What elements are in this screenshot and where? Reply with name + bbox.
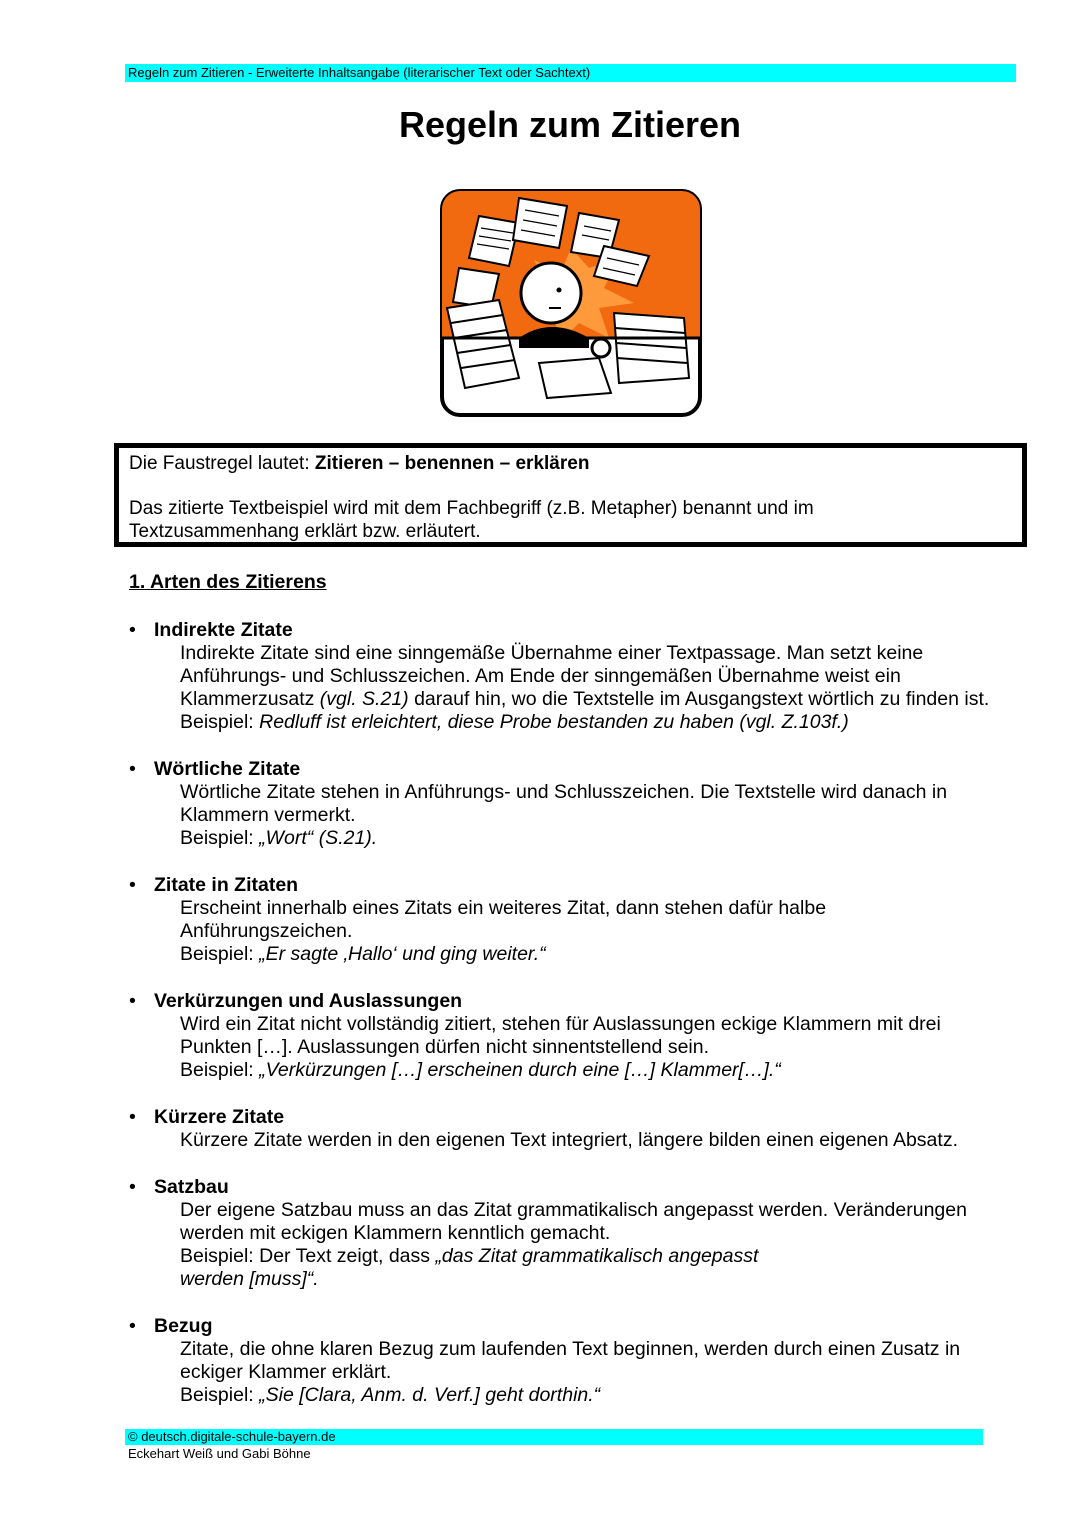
item-text: Anführungszeichen. xyxy=(180,920,353,942)
list-item xyxy=(129,1176,1029,1291)
item-text: Klammern vermerkt. xyxy=(180,804,356,826)
item-example: Beispiel: „Sie [Clara, Anm. d. Verf.] geht dorthin.“ xyxy=(180,1384,601,1406)
rule-prefix: Die Faustregel lautet: xyxy=(129,453,315,474)
item-text: Punkten […]. Auslassungen dürfen nicht sinnentstellend sein. xyxy=(180,1036,710,1058)
bullet-icon: • xyxy=(129,1106,136,1128)
footer-bar xyxy=(125,1429,983,1445)
item-title: Bezug xyxy=(154,1315,213,1337)
desk-paper xyxy=(539,358,611,398)
list-item xyxy=(129,1315,1029,1407)
item-body xyxy=(180,781,1029,850)
item-body xyxy=(180,1013,1029,1082)
bullet-icon: • xyxy=(129,874,136,896)
item-text: Klammerzusatz (vgl. S.21) darauf hin, wo die Textstelle im Ausgangstext wörtlich zu finden ist. xyxy=(180,688,990,710)
bullet-icon: • xyxy=(129,619,136,641)
bullet-icon: • xyxy=(129,758,136,780)
rule-line xyxy=(129,452,1012,475)
list-item xyxy=(129,758,1029,850)
item-text: eckiger Klammer erklärt. xyxy=(180,1361,392,1383)
item-title: Zitate in Zitaten xyxy=(154,874,299,896)
item-text: Wörtliche Zitate stehen in Anführungs- und Schlusszeichen. Die Textstelle wird danach in xyxy=(180,781,948,803)
item-text: Der eigene Satzbau muss an das Zitat grammatikalisch angepasst werden. Veränderungen xyxy=(180,1199,967,1221)
item-example: werden [muss]“. xyxy=(180,1268,319,1290)
header-bar xyxy=(125,64,1016,82)
rule-explanation-2: Textzusammenhang erklärt bzw. erläutert. xyxy=(129,521,481,542)
rule-box xyxy=(114,443,1027,547)
item-text: Zitate, die ohne klaren Bezug zum laufenden Text beginnen, werden durch einen Zusatz in xyxy=(180,1338,961,1360)
footer-authors: Eckehart Weiß und Gabi Böhne xyxy=(128,1446,311,1461)
bullet-icon: • xyxy=(129,1176,136,1198)
item-text: Kürzere Zitate werden in den eigenen Text integriert, längere bilden einen eigenen Absatz. xyxy=(180,1129,958,1151)
item-title: Wörtliche Zitate xyxy=(154,758,301,780)
item-example: Beispiel: Redluff ist erleichtert, diese Probe bestanden zu haben (vgl. Z.103f.) xyxy=(180,711,849,733)
item-body xyxy=(180,1129,1029,1152)
item-text: Wird ein Zitat nicht vollständig zitiert, stehen für Auslassungen eckige Klammern mit drei xyxy=(180,1013,941,1035)
item-text: Anführungs- und Schlusszeichen. Am Ende der sinngemäßen Übernahme weist ein xyxy=(180,665,901,687)
item-body xyxy=(180,1338,1029,1407)
item-text: Indirekte Zitate sind eine sinngemäße Übernahme einer Textpassage. Man setzt keine xyxy=(180,642,924,664)
header-text: Regeln zum Zitieren - Erweiterte Inhaltsangabe (literarischer Text oder Sachtext) xyxy=(128,65,591,80)
person-head xyxy=(521,263,581,323)
item-example: Beispiel: „Verkürzungen […] erscheinen durch eine […] Klammer[…].“ xyxy=(180,1059,781,1081)
item-body xyxy=(180,642,1029,734)
item-example: Beispiel: „Er sagte ‚Hallo‘ und ging weiter.“ xyxy=(180,943,546,965)
list-item xyxy=(129,874,1029,966)
paper-stack-right xyxy=(614,313,689,383)
list-item xyxy=(129,1106,1029,1152)
item-example: Beispiel: „Wort“ (S.21). xyxy=(180,827,378,849)
item-text: Erscheint innerhalb eines Zitats ein weiteres Zitat, dann stehen dafür halbe xyxy=(180,897,827,919)
footer-copyright: © deutsch.digitale-schule-bayern.de xyxy=(128,1429,336,1444)
item-title: Kürzere Zitate xyxy=(154,1106,285,1128)
item-title: Satzbau xyxy=(154,1176,229,1198)
section-heading: 1. Arten des Zitierens xyxy=(129,571,327,593)
list-item xyxy=(129,619,1029,734)
item-title: Indirekte Zitate xyxy=(154,619,293,641)
item-body xyxy=(180,1199,1029,1291)
page-title: Regeln zum Zitieren xyxy=(398,104,742,145)
rule-explanation-1: Das zitierte Textbeispiel wird mit dem Fachbegriff (z.B. Metapher) benannt und im xyxy=(129,498,814,519)
item-body xyxy=(180,897,1029,966)
item-text: werden mit eckigen Klammern kenntlich gemacht. xyxy=(180,1222,611,1244)
item-title: Verkürzungen und Auslassungen xyxy=(154,990,463,1012)
item-example: Beispiel: Der Text zeigt, dass „das Zitat grammatikalisch angepasst xyxy=(180,1245,759,1267)
bullet-icon: • xyxy=(129,990,136,1012)
overwhelmed-person-illustration xyxy=(439,188,703,418)
rule-text: Zitieren – benennen – erklären xyxy=(314,453,590,474)
bullet-icon: • xyxy=(129,1315,136,1337)
list-item xyxy=(129,990,1029,1082)
